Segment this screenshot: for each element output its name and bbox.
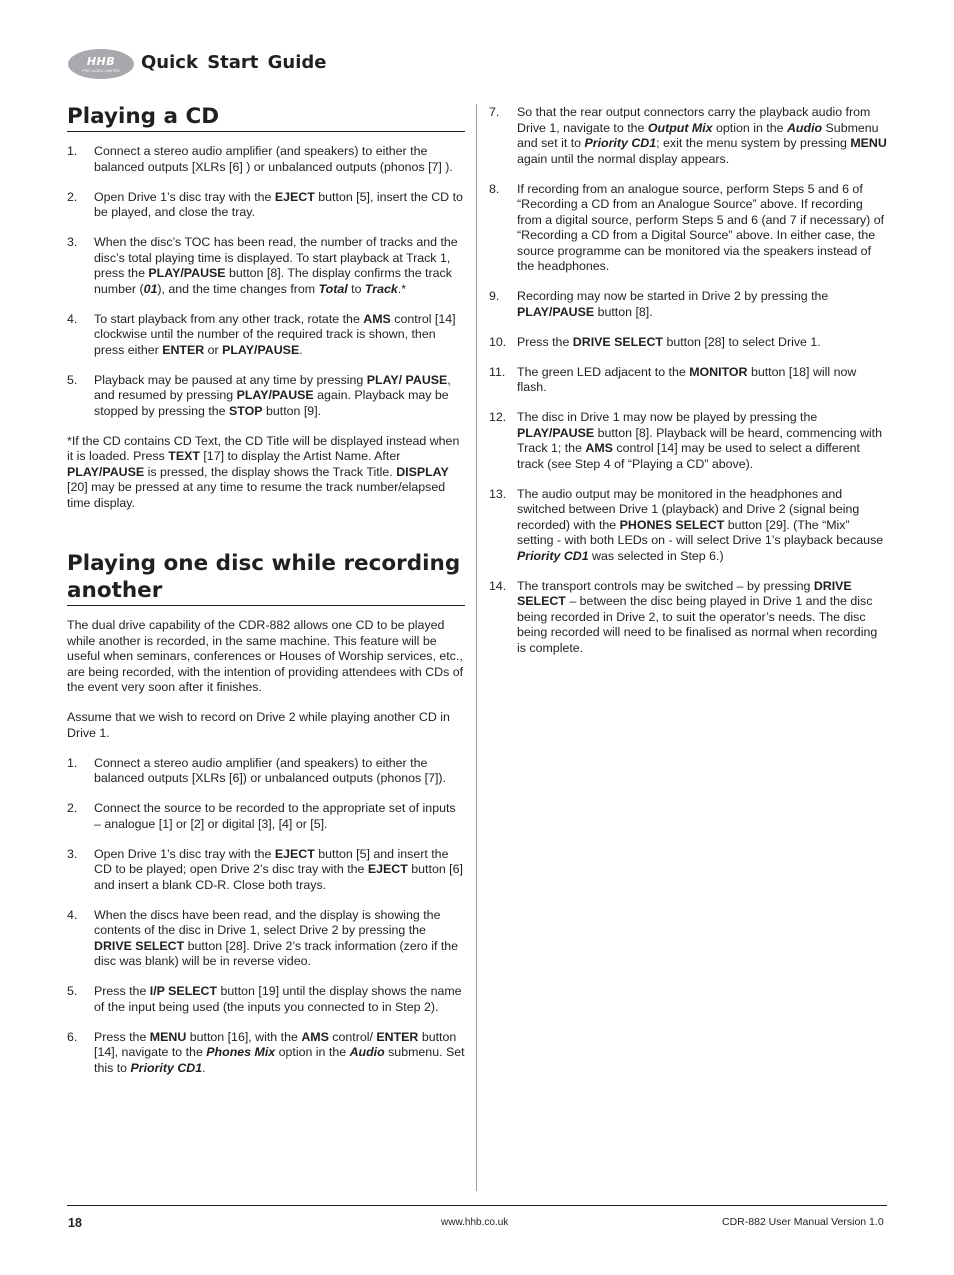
step-text — [517, 579, 877, 655]
list-item — [489, 579, 887, 657]
text-run: to — [347, 281, 365, 296]
step-number: 9. — [489, 289, 500, 303]
emphasis-text: Priority CD1 — [517, 548, 589, 563]
left-column — [67, 103, 465, 1091]
step-text — [94, 190, 463, 220]
section-heading-playing-a-cd: Playing a CD — [67, 103, 465, 132]
control-name — [206, 1045, 275, 1059]
step-number: 5. — [67, 372, 78, 387]
column-divider — [476, 104, 477, 1191]
step-text: Connect a stereo audio amplifier (and speakers) to either the balanced outputs [XLRs [6] ) or unbalanced outputs (phonos [7] ). — [94, 144, 453, 174]
control-name — [648, 121, 713, 135]
list-item — [489, 182, 887, 275]
list-item — [489, 410, 887, 472]
footer-rule — [67, 1205, 887, 1206]
text-run: was selected in Step 6.) — [588, 548, 724, 563]
text-run: control [14] may be used to select a different track (see Step 4 of “Playing a CD” above). — [517, 441, 860, 471]
control-name: TEXT — [168, 449, 200, 463]
control-name: MONITOR — [689, 364, 748, 379]
text-run: button [9]. — [262, 403, 322, 418]
step-text — [517, 289, 828, 319]
text-run: The transport controls may be switched – by pressing — [517, 578, 814, 593]
list-item — [489, 289, 887, 320]
text-run: Open Drive 1’s disc tray with the — [94, 189, 275, 204]
text-run: button [6] and insert a blank CD-R. Close both trays. — [94, 862, 463, 892]
right-column — [489, 105, 887, 671]
step-text — [94, 235, 458, 296]
text-run: option in the — [275, 1045, 350, 1059]
steps-playing-a-cd — [67, 144, 465, 419]
step-text — [94, 984, 462, 1014]
list-item — [67, 312, 465, 359]
list-item — [67, 756, 465, 787]
control-name: EJECT — [367, 862, 408, 876]
text-run: ), and the time changes from — [157, 281, 319, 296]
list-item — [67, 984, 465, 1015]
step-number: 8. — [489, 181, 500, 196]
text-run: button [19] until the display shows the name of the input being used (the inputs you connected to in Step 2). — [94, 984, 462, 1014]
emphasis-text: Priority CD1 — [584, 136, 657, 150]
emphasis-text: Track — [364, 281, 398, 296]
text-run: again until the normal display appears. — [517, 151, 730, 166]
step-text — [517, 487, 883, 563]
step-number: 13. — [489, 486, 507, 501]
text-run: button [5], insert the CD to be played, and close the tray. — [94, 189, 463, 219]
step-text: Connect a stereo audio amplifier (and speakers) to either the balanced outputs [XLRs [6]) or unbalanced outputs (phonos [7]). — [94, 755, 446, 785]
hhb-logo — [68, 49, 134, 79]
text-run: Press the — [517, 334, 573, 349]
text-run: Submenu and set it to — [517, 120, 879, 150]
list-item — [67, 847, 465, 894]
step-number: 4. — [67, 311, 78, 326]
list-item — [489, 365, 887, 396]
text-run: button [8]. The display confirms the track number ( — [94, 266, 452, 296]
text-run: button [14], navigate to the — [94, 1029, 457, 1059]
text-run: ; exit the menu system by pressing — [656, 136, 851, 150]
text-run: *If the CD contains CD Text, the CD Title will be displayed instead when it is loaded. Press — [67, 433, 460, 463]
text-run: The audio output may be monitored in the headphones and switched between Drive 1 (playback) and Drive 2 (signal being recorded) with the — [517, 486, 860, 532]
list-item — [489, 105, 887, 167]
control-name: MENU — [850, 136, 887, 150]
step-number: 6. — [67, 1029, 78, 1044]
step-text — [517, 335, 821, 349]
text-run: control [14] clockwise until the number of the required track is shown, then press either — [94, 311, 456, 357]
control-name: AMS — [585, 441, 613, 455]
emphasis-text: Priority CD1 — [130, 1060, 203, 1075]
control-name — [319, 282, 348, 296]
control-name: DISPLAY — [396, 464, 449, 479]
text-run: button [28]. Drive 2’s track information (zero if the disc was blank) will be in reverse video. — [94, 938, 459, 968]
text-run: Recording may now be started in Drive 2 by pressing the — [517, 289, 829, 303]
control-name: ENTER — [162, 342, 205, 357]
text-run: To start playback from any other track, rotate the — [94, 311, 364, 326]
text-run: So that the rear output connectors carry the playback audio from Drive 1, navigate to the — [517, 105, 871, 135]
step-text — [517, 410, 882, 471]
control-name: DRIVE SELECT — [94, 938, 185, 953]
text-run: button [18] will now flash. — [517, 364, 857, 394]
list-item — [67, 235, 465, 297]
control-name: ENTER — [376, 1029, 419, 1044]
step-text — [94, 1030, 465, 1075]
control-name: EJECT — [274, 846, 315, 861]
text-run: Press the — [94, 984, 150, 998]
list-item — [67, 908, 465, 970]
steps-recording-left — [67, 756, 465, 1077]
control-name: PLAY/PAUSE — [517, 304, 595, 319]
step-number: 10. — [489, 334, 507, 349]
list-item — [489, 335, 887, 351]
control-name — [144, 282, 158, 296]
emphasis-text: Audio — [786, 120, 823, 135]
emphasis-text: Output Mix — [647, 120, 713, 135]
text-run: [20] may be pressed at any time to resume the track number/elapsed time display. — [67, 480, 446, 510]
emphasis-text: 01 — [143, 281, 158, 296]
text-run: button [16], with the — [186, 1029, 302, 1044]
steps-recording-right — [489, 105, 887, 656]
list-item — [67, 1030, 465, 1077]
control-name: DRIVE SELECT — [517, 578, 852, 608]
control-name: PLAY/ PAUSE — [366, 372, 448, 387]
intro-paragraph: Assume that we wish to record on Drive 2 while playing another CD in Drive 1. — [67, 710, 450, 740]
text-run: – between the disc being played in Drive 1 and the disc being recorded in Drive 2, to suit the operator’s needs. The disc being recorded will need to be finalised as normal when recording is complete. — [517, 594, 878, 655]
step-number: 2. — [67, 801, 78, 815]
text-run: button [29]. (The “Mix” setting - with both LEDs on - will select Drive 1’s playback because — [517, 517, 884, 547]
emphasis-text: Total — [318, 281, 348, 296]
step-number: 4. — [67, 907, 78, 922]
control-name: PHONES SELECT — [619, 517, 725, 532]
list-item — [67, 801, 465, 832]
control-name — [350, 1045, 385, 1059]
website-url: www.hhb.co.uk — [441, 1217, 509, 1228]
step-number: 1. — [67, 144, 78, 158]
control-name: MENU — [149, 1029, 187, 1044]
text-run: Press the — [94, 1029, 150, 1044]
text-run: When the disc’s TOC has been read, the number of tracks and the disc’s total playing time is displayed. To start playback at Track 1, press the — [94, 235, 458, 280]
section-heading-playing-while-recording: Playing one disc while recording another — [67, 550, 465, 606]
text-run: again. Playback may be stopped by pressing the — [94, 388, 449, 418]
step-text — [94, 312, 456, 357]
control-name: STOP — [229, 403, 263, 418]
control-name: AMS — [363, 311, 391, 326]
control-name — [787, 121, 822, 135]
control-name — [585, 136, 657, 150]
control-name: PLAY/PAUSE — [517, 425, 595, 440]
control-name: EJECT — [274, 189, 315, 204]
control-name: PLAY/PAUSE — [67, 464, 145, 479]
text-run: When the discs have been read, and the display is showing the contents of the disc in Drive 1, select Drive 2 by pressing the — [94, 907, 441, 937]
text-run: button [8]. Playback will be heard, commencing with Track 1; the — [517, 425, 883, 455]
text-run: submenu. Set this to — [94, 1045, 465, 1075]
logo-subtext: PRO AUDIO LIMITED — [82, 69, 120, 73]
step-number: 7. — [489, 105, 500, 119]
control-name: AMS — [301, 1029, 329, 1044]
text-run: , and resumed by pressing — [94, 372, 451, 402]
header-title: Quick Start Guide — [141, 52, 327, 73]
text-run: control/ — [328, 1029, 377, 1044]
text-run: option in the — [712, 120, 787, 135]
text-run: button [5] and insert the CD to be played; open Drive 2’s disc tray with the — [94, 846, 449, 876]
text-run: button [28] to select Drive 1. — [663, 334, 821, 349]
text-run: . — [202, 1060, 206, 1075]
step-text: Connect the source to be recorded to the appropriate set of inputs – analogue [1] or [2] or digital [3], [4] or [5]. — [94, 801, 456, 831]
text-run: is pressed, the display shows the Track Title. — [144, 464, 397, 479]
list-item — [489, 487, 887, 565]
intro-paragraph: The dual drive capability of the CDR-882 allows one CD to be played while another is recorded, in the same machine. This feature will be useful when seminars, conferences or Houses of Worship services, etc., are being recorded, with the intention of providing attendees with CDs of the event very soon after it finishes. — [67, 618, 464, 694]
list-item — [67, 144, 465, 175]
control-name: DRIVE SELECT — [572, 334, 663, 349]
step-number: 3. — [67, 235, 78, 249]
logo-text: HHB — [86, 55, 116, 68]
control-name — [517, 549, 589, 563]
section-playing-a-cd — [67, 103, 465, 511]
step-number: 12. — [489, 410, 507, 424]
control-name: PLAY/PAUSE — [236, 388, 314, 402]
step-number: 1. — [67, 755, 78, 770]
step-text — [517, 365, 856, 395]
text-run: The disc in Drive 1 may now be played by pressing the — [517, 410, 818, 424]
control-name: PLAY/PAUSE — [222, 342, 300, 357]
step-number: 11. — [489, 364, 506, 379]
step-text: If recording from an analogue source, perform Steps 5 and 6 of “Recording a CD from an Analogue Source” above. If recording from a digital source, perform Steps 5 and 6 (and 7 if necessary) of “Recording a CD from a Digital Source” above. In either case, the source programme can be monitored via the speakers instead of the headphones. — [517, 181, 885, 273]
text-run: . — [299, 342, 303, 357]
text-run: or — [204, 342, 223, 357]
step-text — [94, 847, 463, 892]
control-name — [130, 1060, 206, 1075]
cd-text-note — [67, 434, 465, 512]
step-number: 14. — [489, 578, 507, 593]
text-run: .* — [397, 281, 407, 296]
list-item — [67, 190, 465, 221]
step-number: 3. — [67, 846, 78, 861]
text-run: [17] to display the Artist Name. After — [199, 449, 401, 463]
step-text — [517, 105, 887, 166]
page-number: 18 — [68, 1216, 82, 1230]
step-text — [94, 373, 451, 418]
text-run: The green LED adjacent to the — [517, 364, 690, 379]
control-name: I/P SELECT — [149, 984, 218, 998]
control-name — [365, 282, 398, 296]
emphasis-text: Phones Mix — [206, 1045, 276, 1059]
text-run: button [8]. — [594, 304, 653, 319]
step-number: 2. — [67, 189, 78, 204]
text-run: Open Drive 1’s disc tray with the — [94, 846, 275, 861]
step-text — [94, 908, 458, 969]
document-version: CDR-882 User Manual Version 1.0 — [722, 1216, 884, 1228]
text-run: Playback may be paused at any time by pressing — [94, 372, 367, 387]
control-name: PLAY/PAUSE — [148, 266, 226, 280]
list-item — [67, 373, 465, 420]
emphasis-text: Audio — [349, 1045, 385, 1059]
step-number: 5. — [67, 984, 78, 998]
section-playing-while-recording — [67, 550, 465, 1076]
